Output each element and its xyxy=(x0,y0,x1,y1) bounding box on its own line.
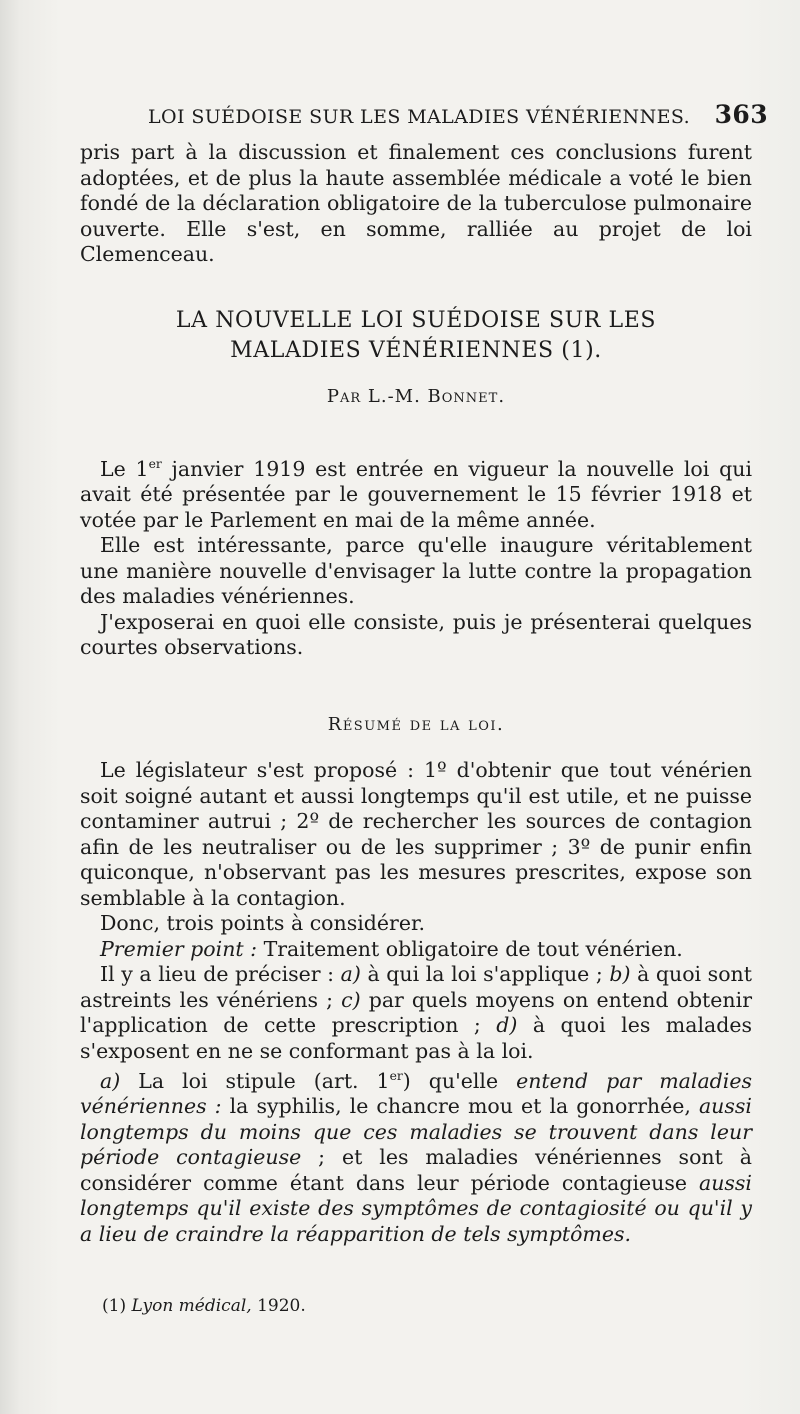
s5-italic-2: aussi longtemps du moins que ces maladies se trouvent dans leur période contagieuse xyxy=(80,1094,752,1170)
s5-text-d: ; et les maladies vénériennes sont à considérer comme étant dans leur période contagieuse xyxy=(80,1145,752,1195)
running-title: LOI SUÉDOISE SUR LES MALADIES VÉNÉRIENNES. xyxy=(148,106,691,128)
page-number: 363 xyxy=(714,100,768,129)
s5-text-c: la syphilis, le chancre mou et la gonorrhée, xyxy=(221,1094,699,1119)
s4-label-b: b) xyxy=(609,962,631,986)
intro-block xyxy=(80,140,752,268)
article-author: Par L.-M. Bonnet. xyxy=(326,386,506,407)
paragraph-3: J'exposerai en quoi elle consiste, puis je présenterai quelques courtes observations. xyxy=(80,609,752,660)
article-title-line-1: LA NOUVELLE LOI SUÉDOISE SUR LES xyxy=(175,308,657,333)
summary-block xyxy=(80,758,752,1247)
paragraph-1-sup: er xyxy=(148,457,162,471)
summary-paragraph-3 xyxy=(80,937,752,963)
s4-text-a: Il y a lieu de préciser : xyxy=(100,962,341,986)
paragraph-1-start: Le 1 xyxy=(100,456,149,481)
intro-paragraph: pris part à la discussion et finalement ces conclusions furent adoptées, et de plus la haute assemblée médicale a voté le bien fondé de la déclaration obligatoire de la tuberculose pulmonaire ouverte. Elle s'est, en somme, ralliée au projet de loi Clemenceau. xyxy=(80,140,752,266)
paragraph-1-rest: janvier 1919 est entrée en vigueur la nouvelle loi qui avait été présentée par le gouvernement le 15 février 1918 et votée par le Parlement en mai de la même année. xyxy=(80,456,752,532)
s4-label-d: d) xyxy=(496,1013,518,1037)
s4-text-d: par quels moyens on entend obtenir l'application de cette prescription ; xyxy=(80,987,752,1037)
summary-paragraph-5 xyxy=(80,1064,752,1247)
footnote-source: Lyon médical, xyxy=(131,1296,252,1316)
s5-italic-3: aussi longtemps qu'il existe des symptômes de contagiosité ou qu'il y a lieu de craindre la réapparition de tels symptômes. xyxy=(80,1170,752,1246)
premier-point-text: Traitement obligatoire de tout vénérien. xyxy=(257,936,683,961)
paragraph-1 xyxy=(80,452,752,533)
s4-text-e: à quoi les malades s'exposent en ne se conformant pas à la loi. xyxy=(80,1013,753,1063)
footnote-number: (1) xyxy=(102,1296,127,1316)
s4-label-a: a) xyxy=(340,962,361,986)
s4-text-c: à quoi sont astreints les vénériens ; xyxy=(80,962,752,1012)
s4-label-c: c) xyxy=(341,987,361,1012)
premier-point-label: Premier point : xyxy=(100,936,258,961)
running-header xyxy=(148,100,768,132)
footnote-year: 1920. xyxy=(251,1296,306,1316)
summary-paragraph-4 xyxy=(80,962,752,1064)
s5-sup: er xyxy=(389,1069,403,1083)
summary-paragraph-2: Donc, trois points à considérer. xyxy=(100,911,426,935)
s5-text-a: La loi stipule (art. 1 xyxy=(120,1068,390,1093)
footnote xyxy=(102,1296,306,1316)
article-intro-block xyxy=(80,452,752,661)
article-title-line-2: MALADIES VÉNÉRIENNES (1). xyxy=(230,338,602,363)
summary-paragraph-1: Le législateur s'est proposé : 1º d'obtenir que tout vénérien soit soigné autant et aussi longtemps qu'il est utile, et ne puisse contaminer autrui ; 2º de rechercher les sources de contagion afin de les neutraliser ou de les supprimer ; 3º de punir enfin quiconque, n'observant pas les mesures prescrites, expose son semblable à la contagion. xyxy=(80,758,752,910)
paragraph-2: Elle est intéressante, parce qu'elle inaugure véritablement une manière nouvelle d'envisager la lutte contre la propagation des maladies vénériennes. xyxy=(80,533,752,609)
s5-text-b: ) qu'elle xyxy=(402,1068,517,1093)
article-title xyxy=(80,306,752,366)
s5-italic-1: entend par maladies vénériennes : xyxy=(80,1068,752,1119)
s5-label: a) xyxy=(100,1068,121,1093)
s4-text-b: à qui la loi s'applique ; xyxy=(360,962,610,986)
section-heading: Résumé de la loi. xyxy=(327,714,505,735)
